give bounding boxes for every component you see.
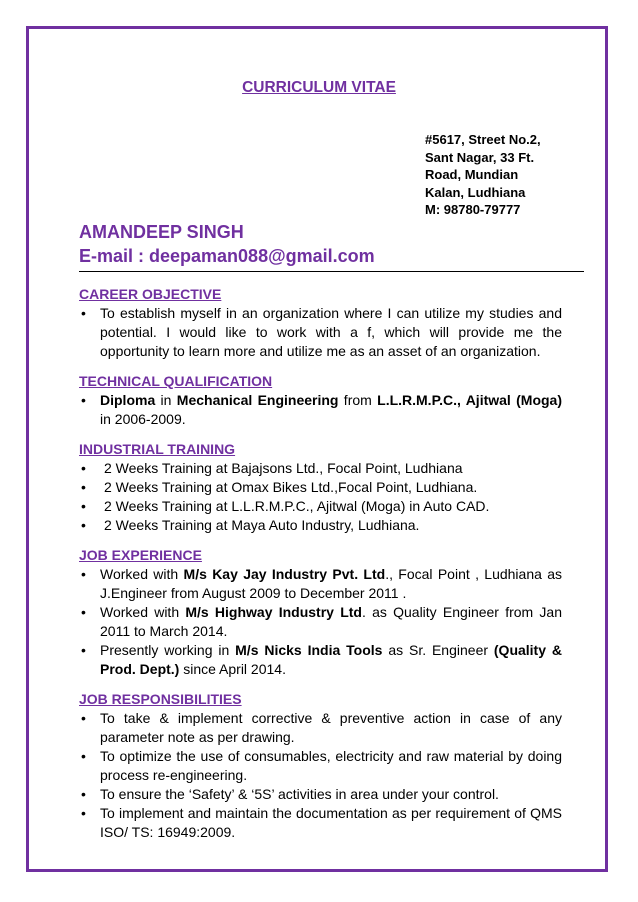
responsibility-item: To ensure the ‘Safety’ & ‘5S’ activities in area under your control. [100,786,499,802]
text-fragment: as Sr. Engineer [382,642,494,658]
candidate-name: AMANDEEP SINGH [79,222,244,242]
text-fragment: . as Quality Engineer from Jan 2011 to March 2014. [100,604,562,639]
job-experience-section [79,546,562,679]
address-block [425,131,541,219]
text-fragment: since April 2014. [179,661,286,677]
text-fragment: ., Focal Point , Ludhiana as J.Engineer from August 2009 to December 2011 . [100,566,562,601]
section-heading: JOB EXPERIENCE [79,547,202,563]
text-fragment: in [155,392,177,408]
section-heading: INDUSTRIAL TRAINING [79,441,236,457]
list-item [79,747,562,785]
job-responsibilities-section [79,690,562,842]
text-fragment: Worked with [100,566,184,582]
responsibility-item: To take & implement corrective & preventive action in case of any parameter note as per drawing. [100,710,562,745]
discipline-name: Mechanical Engineering [176,392,339,408]
list-item [79,785,562,804]
list-item [79,391,562,429]
list-item [79,497,562,516]
company-name: M/s Nicks India Tools [235,642,383,658]
list-item [79,459,562,478]
header-divider [79,271,584,272]
text-fragment: Presently working in [100,642,236,658]
responsibility-item: To optimize the use of consumables, electricity and raw material by doing process re-engineering. [100,748,562,783]
list-item [79,516,562,535]
technical-qualification-section [79,372,562,429]
text-fragment: in 2006-2009. [100,411,186,427]
text-fragment: from [338,392,378,408]
career-objective-section [79,285,562,361]
company-name: M/s Kay Jay Industry Pvt. Ltd [183,566,386,582]
address-line: Kalan, Ludhiana [425,184,526,200]
industrial-training-section [79,440,562,535]
text-fragment: Worked with [100,604,186,620]
section-heading: TECHNICAL QUALIFICATION [79,373,273,389]
address-line: Road, Mundian [425,167,519,182]
document-title: CURRICULUM VITAE [242,79,396,96]
training-item: 2 Weeks Training at L.L.R.M.P.C., Ajitwal (Moga) in Auto CAD. [104,498,490,514]
objective-text: To establish myself in an organization where I can utilize my studies and potential. I would like to work with a f, which will provide me the opportunity to learn more and utilize me as an asset of an organization. [100,305,562,359]
degree-name: Diploma [100,392,156,408]
address-line: Sant Nagar, 33 Ft. [425,149,535,165]
list-item [79,603,562,641]
department-name: (Quality & Prod. Dept.) [100,642,562,677]
list-item [79,641,562,679]
list-item [79,478,562,497]
training-item: 2 Weeks Training at Maya Auto Industry, Ludhiana. [104,517,420,533]
responsibility-item: To implement and maintain the documentation as per requirement of QMS ISO/ TS: 16949:2009. [100,805,562,840]
section-heading: JOB RESPONSIBILITIES [79,691,242,707]
address-line: #5617, Street No.2, [425,132,541,147]
company-name: M/s Highway Industry Ltd [185,604,362,620]
training-item: 2 Weeks Training at Bajajsons Ltd., Focal Point, Ludhiana [104,460,463,476]
resume-body [79,285,562,853]
training-item: 2 Weeks Training at Omax Bikes Ltd.,Focal Point, Ludhiana. [104,479,478,495]
list-item [79,304,562,361]
list-item [79,709,562,747]
section-heading: CAREER OBJECTIVE [79,286,222,302]
institute-name: L.L.R.M.P.C., Ajitwal (Moga) [377,392,563,408]
mobile-number: M: 98780-79777 [425,202,521,217]
candidate-email: E-mail : deepaman088@gmail.com [79,246,375,266]
list-item [79,565,562,603]
list-item [79,804,562,842]
